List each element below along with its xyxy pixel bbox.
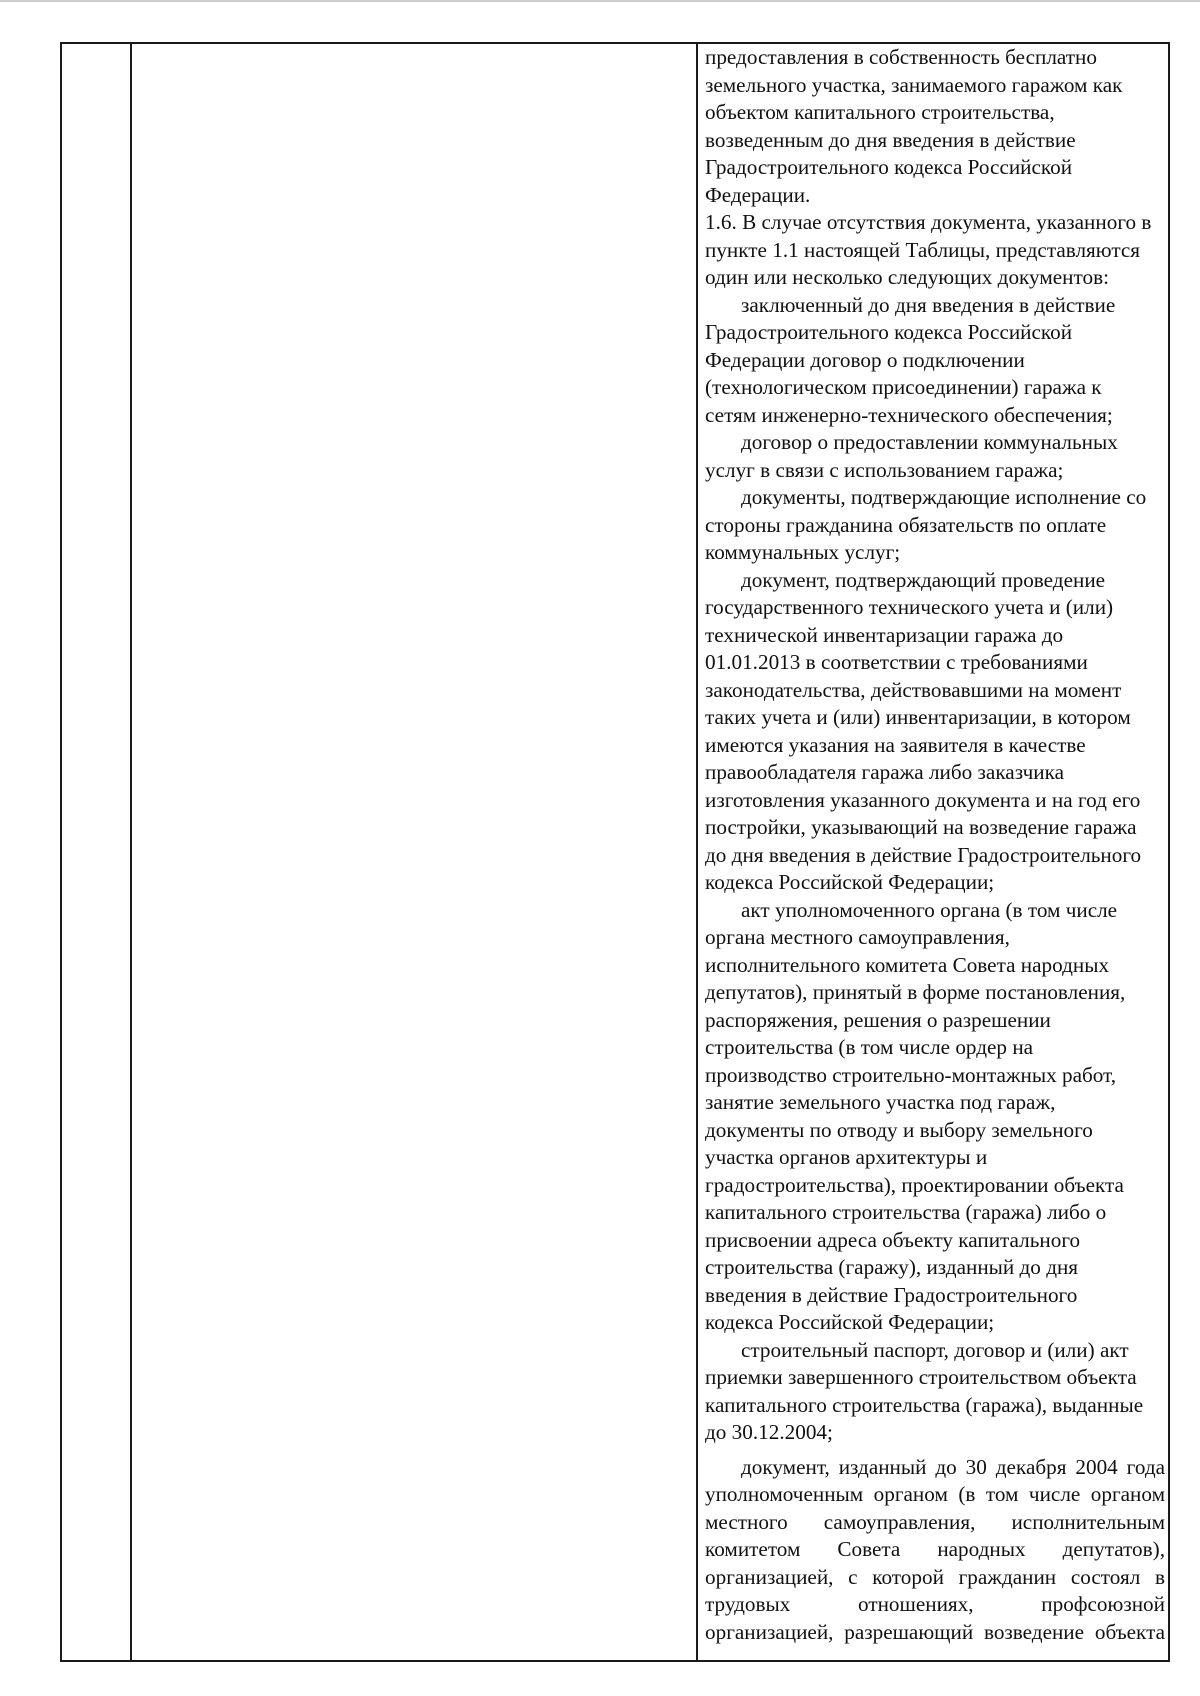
text-line: акт уполномоченного органа (в том числе	[741, 897, 1118, 922]
document-table	[60, 42, 1170, 1662]
text-line: Федерации.	[705, 182, 811, 207]
text-line: документы по отводу и выбору земельного	[705, 1117, 1093, 1142]
text-line: коммунальных услуг;	[705, 540, 901, 564]
documents-cell-text	[705, 44, 1165, 1646]
text-line: кодекса Российской Федерации;	[705, 870, 995, 894]
text-line: трудовых отношениях, профсоюзной	[705, 1592, 1165, 1616]
text-line: комитетом Совета народных депутатов),	[705, 1537, 1165, 1561]
text-line: имеются указания на заявителя в качестве	[705, 732, 1086, 757]
text-line: организацией, разрешающий возведение объекта	[705, 1619, 1165, 1644]
text-line: изготовления указанного документа и на год его	[705, 787, 1141, 812]
text-line: пункте 1.1 настоящей Таблицы, представляются	[705, 237, 1141, 262]
text-line: строительства (в том числе ордер на	[705, 1035, 1034, 1059]
text-line: 1.6. В случае отсутствия документа, указанного в	[705, 210, 1152, 234]
text-line: строительный паспорт, договор и (или) акт	[741, 1337, 1129, 1362]
text-line: занятие земельного участка под гараж,	[705, 1090, 1056, 1114]
text-line: возведенным до дня введения в действие	[705, 127, 1076, 152]
text-line: законодательства, действовавшими на момент	[705, 677, 1122, 702]
text-line: предоставления в собственность бесплатно	[705, 45, 1097, 69]
text-line: распоряжения, решения о разрешении	[705, 1007, 1051, 1032]
text-line: строительства (гаражу), изданный до дня	[705, 1255, 1079, 1279]
text-line: капитального строительства (гаража) либо о	[705, 1200, 1107, 1224]
text-line: уполномоченным органом (в том числе органом	[705, 1482, 1165, 1506]
table-column-documents	[700, 44, 1170, 1660]
text-line: документ, изданный до 30 декабря 2004 года	[741, 1454, 1165, 1479]
text-line: местного самоуправления, исполнительным	[705, 1509, 1165, 1534]
text-line: постройки, указывающий на возведение гаража	[705, 815, 1137, 839]
text-line: исполнительного комитета Совета народных	[705, 952, 1110, 977]
text-line: производство строительно-монтажных работ,	[705, 1062, 1117, 1087]
text-line: участка органов архитектуры и	[705, 1145, 988, 1169]
text-line: Градостроительного кодекса Российской	[705, 320, 1073, 344]
text-line: Градостроительного кодекса Российской	[705, 155, 1073, 179]
page-top-edge	[0, 0, 1200, 2]
text-line: органа местного самоуправления,	[705, 925, 1010, 949]
text-line: 01.01.2013 в соответствии с требованиями	[705, 650, 1088, 674]
table-column-number	[62, 44, 132, 1660]
text-line: до дня введения в действие Градостроительного	[705, 842, 1142, 867]
text-line: документы, подтверждающие исполнение со	[741, 485, 1147, 509]
text-line: технической инвентаризации гаража до	[705, 622, 1064, 647]
text-line: стороны гражданина обязательств по оплате	[705, 512, 1107, 537]
text-line: земельного участка, занимаемого гаражом как	[705, 72, 1123, 97]
text-line: (технологическом присоединении) гаража к	[705, 375, 1102, 399]
text-line: капитального строительства (гаража), выданные	[705, 1392, 1144, 1417]
text-line: градостроительства), проектировании объекта	[705, 1172, 1124, 1197]
text-line: присвоении адреса объекту капитального	[705, 1227, 1081, 1252]
text-line: до 30.12.2004;	[705, 1420, 833, 1444]
text-line: организацией, с которой гражданин состоял в	[705, 1564, 1165, 1589]
text-line: договор о предоставлении коммунальных	[741, 430, 1118, 454]
text-line: государственного технического учета и (или)	[705, 595, 1114, 619]
text-line: приемки завершенного строительством объекта	[705, 1365, 1137, 1389]
paragraph-gap	[705, 1447, 1165, 1454]
text-line: Федерации договор о подключении	[705, 347, 1025, 372]
text-line: услуг в связи с использованием гаража;	[705, 457, 1064, 482]
text-line: депутатов), принятый в форме постановления,	[705, 980, 1126, 1004]
text-line: правообладателя гаража либо заказчика	[705, 760, 1065, 784]
text-line: таких учета и (или) инвентаризации, в котором	[705, 705, 1131, 729]
table-column-name	[132, 44, 698, 1660]
text-line: кодекса Российской Федерации;	[705, 1310, 995, 1334]
text-line: документ, подтверждающий проведение	[741, 567, 1106, 592]
text-line: заключенный до дня введения в действие	[741, 292, 1116, 317]
text-line: сетям инженерно-технического обеспечения;	[705, 402, 1113, 427]
text-line: один или несколько следующих документов:	[705, 265, 1109, 289]
text-line: объектом капитального строительства,	[705, 100, 1055, 124]
text-line: введения в действие Градостроительного	[705, 1282, 1078, 1307]
